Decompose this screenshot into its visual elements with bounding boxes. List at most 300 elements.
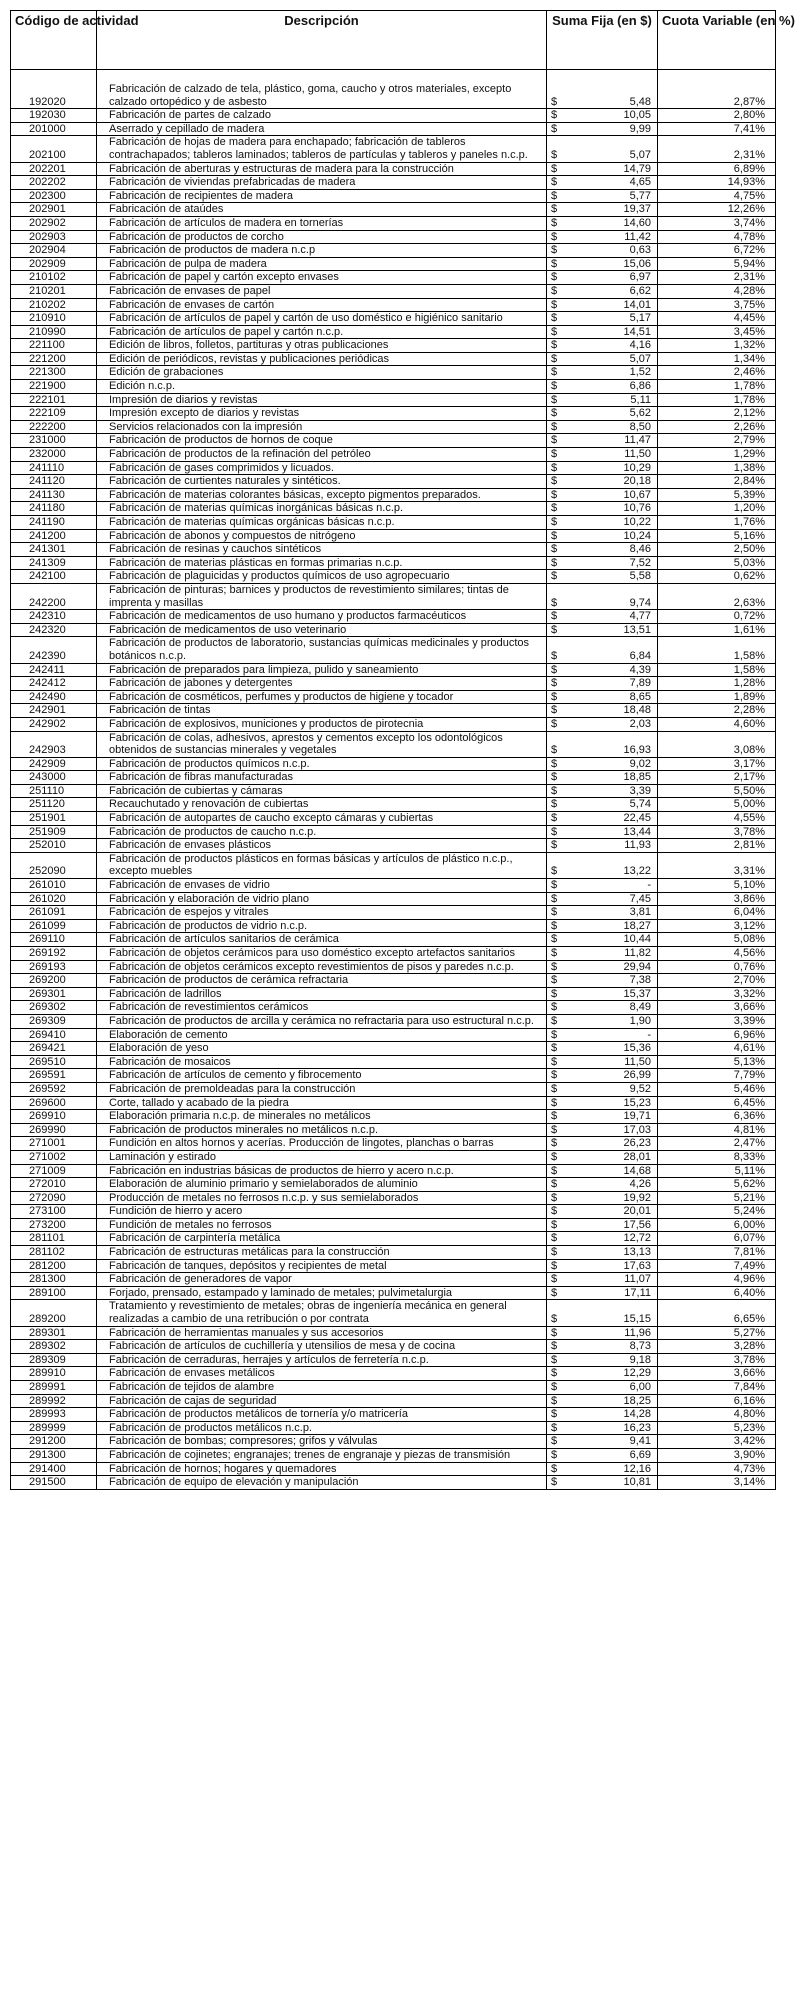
fixed-sum-cell xyxy=(547,122,658,136)
description-cell: Fabricación de productos minerales no metálicos n.c.p. xyxy=(97,1123,547,1137)
variable-rate-cell: 2,46% xyxy=(658,366,776,380)
table-row xyxy=(11,1435,776,1449)
fixed-sum-value: 3,81 xyxy=(629,906,651,919)
activity-code-cell: 281102 xyxy=(11,1246,97,1260)
variable-rate-cell: 4,56% xyxy=(658,947,776,961)
activity-code-cell: 269600 xyxy=(11,1096,97,1110)
description-cell: Elaboración de yeso xyxy=(97,1042,547,1056)
activity-code-cell: 289301 xyxy=(11,1326,97,1340)
activity-code-cell: 243000 xyxy=(11,771,97,785)
fixed-sum-cell xyxy=(547,543,658,557)
table-row xyxy=(11,176,776,190)
fixed-sum-value: 11,50 xyxy=(624,1055,651,1068)
activity-code-cell: 251110 xyxy=(11,784,97,798)
variable-rate-cell: 5,08% xyxy=(658,933,776,947)
table-row xyxy=(11,257,776,271)
table-row xyxy=(11,947,776,961)
currency-symbol: $ xyxy=(551,1055,558,1068)
description-cell: Aserrado y cepillado de madera xyxy=(97,122,547,136)
variable-rate-cell: 5,39% xyxy=(658,488,776,502)
description-cell: Fabricación de productos de laboratorio, sustancias químicas medicinales y productos botánicos n.c.p. xyxy=(97,637,547,663)
currency-symbol: $ xyxy=(551,717,558,730)
activity-code-cell: 269192 xyxy=(11,947,97,961)
fixed-sum-cell xyxy=(547,1353,658,1367)
currency-symbol: $ xyxy=(551,380,558,393)
currency-symbol: $ xyxy=(551,1110,558,1123)
variable-rate-cell: 5,11% xyxy=(658,1164,776,1178)
variable-rate-cell: 6,72% xyxy=(658,244,776,258)
fixed-sum-cell xyxy=(547,556,658,570)
description-cell: Fabricación de fibras manufacturadas xyxy=(97,771,547,785)
activity-code-cell: 251909 xyxy=(11,825,97,839)
variable-rate-cell: 2,31% xyxy=(658,136,776,162)
fixed-sum-value: 17,11 xyxy=(624,1286,651,1299)
fixed-sum-cell xyxy=(547,312,658,326)
fixed-sum-value: 18,27 xyxy=(623,919,651,932)
activity-code-cell: 261020 xyxy=(11,892,97,906)
description-cell: Fabricación de gases comprimidos y licuados. xyxy=(97,461,547,475)
variable-rate-cell: 5,03% xyxy=(658,556,776,570)
currency-symbol: $ xyxy=(551,771,558,784)
currency-symbol: $ xyxy=(551,189,558,202)
fixed-sum-value: 7,38 xyxy=(629,974,651,987)
activity-code-cell: 232000 xyxy=(11,448,97,462)
activity-code-cell: 192030 xyxy=(11,109,97,123)
fixed-sum-cell xyxy=(547,70,658,109)
currency-symbol: $ xyxy=(551,1205,558,1218)
fixed-sum-value: 6,69 xyxy=(629,1448,651,1461)
currency-symbol: $ xyxy=(551,393,558,406)
description-cell: Fabricación de productos metálicos n.c.p. xyxy=(97,1421,547,1435)
table-row xyxy=(11,189,776,203)
fixed-sum-value: 5,11 xyxy=(630,393,651,406)
fixed-sum-cell xyxy=(547,516,658,530)
currency-symbol: $ xyxy=(551,947,558,959)
table-row xyxy=(11,502,776,516)
table-row xyxy=(11,1042,776,1056)
table-row xyxy=(11,1110,776,1124)
description-cell: Fabricación de viviendas prefabricadas de madera xyxy=(97,176,547,190)
fixed-sum-value: 14,60 xyxy=(623,216,651,229)
table-row xyxy=(11,717,776,731)
variable-rate-cell: 2,50% xyxy=(658,543,776,557)
table-row xyxy=(11,448,776,462)
variable-rate-cell: 2,84% xyxy=(658,475,776,489)
fixed-sum-cell xyxy=(547,771,658,785)
currency-symbol: $ xyxy=(551,1462,558,1475)
fixed-sum-value: 15,15 xyxy=(623,1313,651,1326)
fixed-sum-value: 14,28 xyxy=(623,1408,651,1421)
variable-rate-cell: 3,66% xyxy=(658,1001,776,1015)
fixed-sum-value: 8,49 xyxy=(629,1001,651,1014)
fixed-sum-cell xyxy=(547,1014,658,1028)
fixed-sum-value: 19,37 xyxy=(623,203,651,216)
currency-symbol: $ xyxy=(551,596,558,609)
fixed-sum-cell xyxy=(547,1042,658,1056)
fixed-sum-value: 7,52 xyxy=(629,556,651,569)
description-cell: Edición n.c.p. xyxy=(97,380,547,394)
activity-code-cell: 281200 xyxy=(11,1259,97,1273)
description-cell: Fabricación de productos químicos n.c.p. xyxy=(97,757,547,771)
description-cell: Fabricación de artículos sanitarios de cerámica xyxy=(97,933,547,947)
variable-rate-cell: 5,24% xyxy=(658,1205,776,1219)
fixed-sum-cell xyxy=(547,1246,658,1260)
currency-symbol: $ xyxy=(551,352,558,365)
table-row xyxy=(11,1123,776,1137)
activity-rates-table xyxy=(10,10,795,1490)
table-row xyxy=(11,543,776,557)
fixed-sum-value: 14,79 xyxy=(623,162,651,175)
currency-symbol: $ xyxy=(551,906,558,919)
currency-symbol: $ xyxy=(551,230,558,243)
variable-rate-cell: 5,21% xyxy=(658,1191,776,1205)
fixed-sum-cell xyxy=(547,162,658,176)
activity-code-cell: 251120 xyxy=(11,798,97,812)
variable-rate-cell: 4,45% xyxy=(658,312,776,326)
currency-symbol: $ xyxy=(551,974,558,987)
currency-symbol: $ xyxy=(551,784,558,797)
currency-symbol: $ xyxy=(551,216,558,229)
description-cell: Fabricación de envases de cartón xyxy=(97,298,547,312)
activity-code-cell: 289100 xyxy=(11,1286,97,1300)
fixed-sum-value: 5,77 xyxy=(629,189,651,202)
fixed-sum-value: 4,26 xyxy=(629,1178,651,1191)
fixed-sum-cell xyxy=(547,933,658,947)
fixed-sum-cell xyxy=(547,271,658,285)
activity-code-cell: 241200 xyxy=(11,529,97,543)
currency-symbol: $ xyxy=(551,757,558,770)
fixed-sum-value: 6,86 xyxy=(629,380,651,393)
activity-code-cell: 272010 xyxy=(11,1178,97,1192)
description-cell: Forjado, prensado, estampado y laminado de metales; pulvimetalurgia xyxy=(97,1286,547,1300)
fixed-sum-value: 15,36 xyxy=(623,1042,651,1055)
fixed-sum-cell xyxy=(547,1205,658,1219)
activity-code-cell: 241301 xyxy=(11,543,97,557)
fixed-sum-value: 10,29 xyxy=(623,461,651,474)
table-row xyxy=(11,284,776,298)
fixed-sum-value: 5,74 xyxy=(629,798,651,811)
activity-code-cell: 269309 xyxy=(11,1014,97,1028)
table-row xyxy=(11,244,776,258)
activity-code-cell: 289910 xyxy=(11,1367,97,1381)
fixed-sum-value: 15,23 xyxy=(623,1096,651,1109)
currency-symbol: $ xyxy=(551,1232,558,1245)
fixed-sum-cell xyxy=(547,434,658,448)
fixed-sum-value: - xyxy=(647,1028,651,1041)
description-cell: Fabricación de artículos de cemento y fibrocemento xyxy=(97,1069,547,1083)
variable-rate-cell: 3,78% xyxy=(658,825,776,839)
description-cell: Fabricación de revestimientos cerámicos xyxy=(97,1001,547,1015)
table-row xyxy=(11,1082,776,1096)
variable-rate-cell: 3,12% xyxy=(658,919,776,933)
currency-symbol: $ xyxy=(551,325,558,338)
table-row xyxy=(11,271,776,285)
currency-symbol: $ xyxy=(551,366,558,379)
table-row xyxy=(11,906,776,920)
description-cell: Impresión excepto de diarios y revistas xyxy=(97,407,547,421)
fixed-sum-cell xyxy=(547,380,658,394)
fixed-sum-value: 13,44 xyxy=(623,825,651,838)
currency-symbol: $ xyxy=(551,516,558,528)
fixed-sum-cell xyxy=(547,1286,658,1300)
description-cell: Fabricación de explosivos, municiones y productos de pirotecnia xyxy=(97,717,547,731)
variable-rate-cell: 1,34% xyxy=(658,352,776,366)
fixed-sum-value: 16,93 xyxy=(623,744,651,757)
fixed-sum-value: 6,00 xyxy=(629,1381,651,1393)
description-cell: Fabricación de premoldeadas para la construcción xyxy=(97,1082,547,1096)
fixed-sum-value: 10,76 xyxy=(623,502,651,515)
table-row xyxy=(11,407,776,421)
fixed-sum-cell xyxy=(547,1367,658,1381)
variable-rate-cell: 4,78% xyxy=(658,230,776,244)
description-cell: Fabricación de espejos y vitrales xyxy=(97,906,547,920)
fixed-sum-value: 9,18 xyxy=(629,1353,651,1366)
activity-code-cell: 242902 xyxy=(11,717,97,731)
header-fixed-sum: Suma Fija (en $) xyxy=(547,11,658,70)
table-row xyxy=(11,1286,776,1300)
fixed-sum-cell xyxy=(547,1150,658,1164)
fixed-sum-cell xyxy=(547,610,658,624)
variable-rate-cell: 4,55% xyxy=(658,812,776,826)
fixed-sum-cell xyxy=(547,420,658,434)
fixed-sum-value: 7,89 xyxy=(629,677,651,690)
currency-symbol: $ xyxy=(551,312,558,325)
fixed-sum-cell xyxy=(547,839,658,853)
description-cell: Fabricación de productos de la refinación del petróleo xyxy=(97,448,547,462)
table-row xyxy=(11,879,776,893)
activity-code-cell: 222200 xyxy=(11,420,97,434)
activity-code-cell: 242390 xyxy=(11,637,97,663)
fixed-sum-cell xyxy=(547,1300,658,1326)
fixed-sum-cell xyxy=(547,704,658,718)
description-cell: Fabricación de productos plásticos en formas básicas y artículos de plástico n.c.p., excepto muebles xyxy=(97,852,547,878)
table-row xyxy=(11,1408,776,1422)
currency-symbol: $ xyxy=(551,1218,558,1231)
fixed-sum-value: 16,23 xyxy=(623,1421,651,1434)
fixed-sum-cell xyxy=(547,1421,658,1435)
table-row xyxy=(11,960,776,974)
description-cell: Fabricación de resinas y cauchos sintéticos xyxy=(97,543,547,557)
variable-rate-cell: 0,62% xyxy=(658,570,776,584)
fixed-sum-cell xyxy=(547,1178,658,1192)
fixed-sum-value: 12,29 xyxy=(623,1367,651,1380)
description-cell: Fabricación de bombas; compresores; grifos y válvulas xyxy=(97,1435,547,1449)
table-row xyxy=(11,325,776,339)
activity-code-cell: 241309 xyxy=(11,556,97,570)
variable-rate-cell: 3,74% xyxy=(658,216,776,230)
variable-rate-cell: 3,32% xyxy=(658,987,776,1001)
table-row xyxy=(11,839,776,853)
fixed-sum-cell xyxy=(547,1435,658,1449)
variable-rate-cell: 4,60% xyxy=(658,717,776,731)
currency-symbol: $ xyxy=(551,176,558,189)
activity-code-cell: 261091 xyxy=(11,906,97,920)
variable-rate-cell: 3,28% xyxy=(658,1340,776,1354)
table-row xyxy=(11,1340,776,1354)
activity-code-cell: 201000 xyxy=(11,122,97,136)
currency-symbol: $ xyxy=(551,271,558,284)
table-row xyxy=(11,1448,776,1462)
activity-code-cell: 271009 xyxy=(11,1164,97,1178)
variable-rate-cell: 14,93% xyxy=(658,176,776,190)
table-row xyxy=(11,825,776,839)
fixed-sum-cell xyxy=(547,677,658,691)
variable-rate-cell: 3,17% xyxy=(658,757,776,771)
currency-symbol: $ xyxy=(551,122,558,135)
fixed-sum-cell xyxy=(547,475,658,489)
variable-rate-cell: 5,16% xyxy=(658,529,776,543)
table-row xyxy=(11,623,776,637)
description-cell: Fundición en altos hornos y acerías. Producción de lingotes, planchas o barras xyxy=(97,1137,547,1151)
table-row xyxy=(11,1137,776,1151)
currency-symbol: $ xyxy=(551,1137,558,1150)
variable-rate-cell: 3,90% xyxy=(658,1448,776,1462)
variable-rate-cell: 7,84% xyxy=(658,1381,776,1395)
currency-symbol: $ xyxy=(551,649,558,662)
table-row xyxy=(11,784,776,798)
variable-rate-cell: 1,58% xyxy=(658,663,776,677)
description-cell: Fabricación de objetos cerámicos para uso doméstico excepto artefactos sanitarios xyxy=(97,947,547,961)
variable-rate-cell: 6,07% xyxy=(658,1232,776,1246)
variable-rate-cell: 1,76% xyxy=(658,516,776,530)
fixed-sum-cell xyxy=(547,879,658,893)
activity-code-cell: 222109 xyxy=(11,407,97,421)
table-row xyxy=(11,731,776,757)
fixed-sum-cell xyxy=(547,987,658,1001)
fixed-sum-value: 11,82 xyxy=(624,947,651,959)
fixed-sum-cell xyxy=(547,825,658,839)
header-activity-code: Código de actividad xyxy=(11,11,97,70)
variable-rate-cell: 4,75% xyxy=(658,189,776,203)
fixed-sum-value: 9,99 xyxy=(629,122,651,135)
currency-symbol: $ xyxy=(551,448,558,461)
description-cell: Fabricación de autopartes de caucho excepto cámaras y cubiertas xyxy=(97,812,547,826)
table-row xyxy=(11,529,776,543)
fixed-sum-cell xyxy=(547,892,658,906)
description-cell: Fabricación de envases metálicos xyxy=(97,1367,547,1381)
table-row xyxy=(11,122,776,136)
activity-code-cell: 273200 xyxy=(11,1218,97,1232)
table-row xyxy=(11,1462,776,1476)
currency-symbol: $ xyxy=(551,690,558,703)
currency-symbol: $ xyxy=(551,677,558,690)
fixed-sum-cell xyxy=(547,1408,658,1422)
currency-symbol: $ xyxy=(551,543,558,556)
description-cell: Fabricación de papel y cartón excepto envases xyxy=(97,271,547,285)
currency-symbol: $ xyxy=(551,1448,558,1461)
table-row xyxy=(11,933,776,947)
activity-code-cell: 269592 xyxy=(11,1082,97,1096)
currency-symbol: $ xyxy=(551,1028,558,1041)
fixed-sum-cell xyxy=(547,298,658,312)
fixed-sum-value: 17,63 xyxy=(623,1259,651,1272)
fixed-sum-value: 7,45 xyxy=(629,892,651,905)
currency-symbol: $ xyxy=(551,1069,558,1082)
variable-rate-cell: 4,73% xyxy=(658,1462,776,1476)
description-cell: Fabricación de equipo de elevación y manipulación xyxy=(97,1476,547,1490)
variable-rate-cell: 3,14% xyxy=(658,1476,776,1490)
fixed-sum-cell xyxy=(547,717,658,731)
currency-symbol: $ xyxy=(551,1353,558,1366)
activity-code-cell: 269910 xyxy=(11,1110,97,1124)
fixed-sum-cell xyxy=(547,176,658,190)
activity-code-cell: 269990 xyxy=(11,1123,97,1137)
currency-symbol: $ xyxy=(551,1150,558,1163)
activity-code-cell: 202904 xyxy=(11,244,97,258)
table-row xyxy=(11,1259,776,1273)
variable-rate-cell: 5,00% xyxy=(658,798,776,812)
table-row xyxy=(11,1232,776,1246)
description-cell: Fabricación y elaboración de vidrio plano xyxy=(97,892,547,906)
fixed-sum-value: 5,62 xyxy=(629,407,651,420)
fixed-sum-value: 8,50 xyxy=(629,420,651,433)
description-cell: Laminación y estirado xyxy=(97,1150,547,1164)
currency-symbol: $ xyxy=(551,960,558,973)
fixed-sum-cell xyxy=(547,1394,658,1408)
variable-rate-cell: 7,81% xyxy=(658,1246,776,1260)
description-cell: Fabricación de cubiertas y cámaras xyxy=(97,784,547,798)
activity-code-cell: 242412 xyxy=(11,677,97,691)
activity-code-cell: 261010 xyxy=(11,879,97,893)
currency-symbol: $ xyxy=(551,570,558,583)
description-cell: Recauchutado y renovación de cubiertas xyxy=(97,798,547,812)
currency-symbol: $ xyxy=(551,488,558,501)
description-cell: Fundición de metales no ferrosos xyxy=(97,1218,547,1232)
variable-rate-cell: 1,28% xyxy=(658,677,776,691)
fixed-sum-value: 10,22 xyxy=(623,516,651,528)
fixed-sum-value: 8,46 xyxy=(629,543,651,556)
variable-rate-cell: 7,79% xyxy=(658,1069,776,1083)
description-cell: Impresión de diarios y revistas xyxy=(97,393,547,407)
variable-rate-cell: 2,87% xyxy=(658,70,776,109)
fixed-sum-cell xyxy=(547,1326,658,1340)
description-cell: Fabricación de envases de papel xyxy=(97,284,547,298)
description-cell: Fabricación de cojinetes; engranajes; trenes de engranaje y piezas de transmisión xyxy=(97,1448,547,1462)
fixed-sum-cell xyxy=(547,919,658,933)
description-cell: Fabricación de productos de hornos de coque xyxy=(97,434,547,448)
fixed-sum-value: 11,93 xyxy=(624,839,651,852)
fixed-sum-value: 17,56 xyxy=(623,1218,651,1231)
fixed-sum-value: - xyxy=(647,879,651,892)
description-cell: Fabricación de curtientes naturales y sintéticos. xyxy=(97,475,547,489)
description-cell: Fabricación de medicamentos de uso veterinario xyxy=(97,623,547,637)
description-cell: Fabricación de calzado de tela, plástico, goma, caucho y otros materiales, excepto calzado ortopédico y de asbesto xyxy=(97,70,547,109)
currency-symbol: $ xyxy=(551,1286,558,1299)
table-row xyxy=(11,1001,776,1015)
activity-rates-document xyxy=(10,10,795,1490)
fixed-sum-value: 3,39 xyxy=(629,784,651,797)
description-cell: Fabricación de artículos de papel y cartón de uso doméstico e higiénico sanitario xyxy=(97,312,547,326)
description-cell: Fabricación de tintas xyxy=(97,704,547,718)
fixed-sum-value: 18,48 xyxy=(623,704,651,717)
currency-symbol: $ xyxy=(551,284,558,297)
activity-code-cell: 221300 xyxy=(11,366,97,380)
currency-symbol: $ xyxy=(551,623,558,636)
activity-code-cell: 289200 xyxy=(11,1300,97,1326)
variable-rate-cell: 5,46% xyxy=(658,1082,776,1096)
table-row xyxy=(11,663,776,677)
fixed-sum-cell xyxy=(547,583,658,609)
fixed-sum-value: 10,81 xyxy=(623,1476,651,1489)
description-cell: Fabricación de materias químicas inorgánicas básicas n.c.p. xyxy=(97,502,547,516)
fixed-sum-value: 5,48 xyxy=(629,95,651,108)
variable-rate-cell: 1,78% xyxy=(658,393,776,407)
currency-symbol: $ xyxy=(551,933,558,946)
description-cell: Elaboración primaria n.c.p. de minerales no metálicos xyxy=(97,1110,547,1124)
currency-symbol: $ xyxy=(551,461,558,474)
fixed-sum-value: 14,51 xyxy=(623,325,651,338)
description-cell: Fabricación de preparados para limpieza, pulido y saneamiento xyxy=(97,663,547,677)
